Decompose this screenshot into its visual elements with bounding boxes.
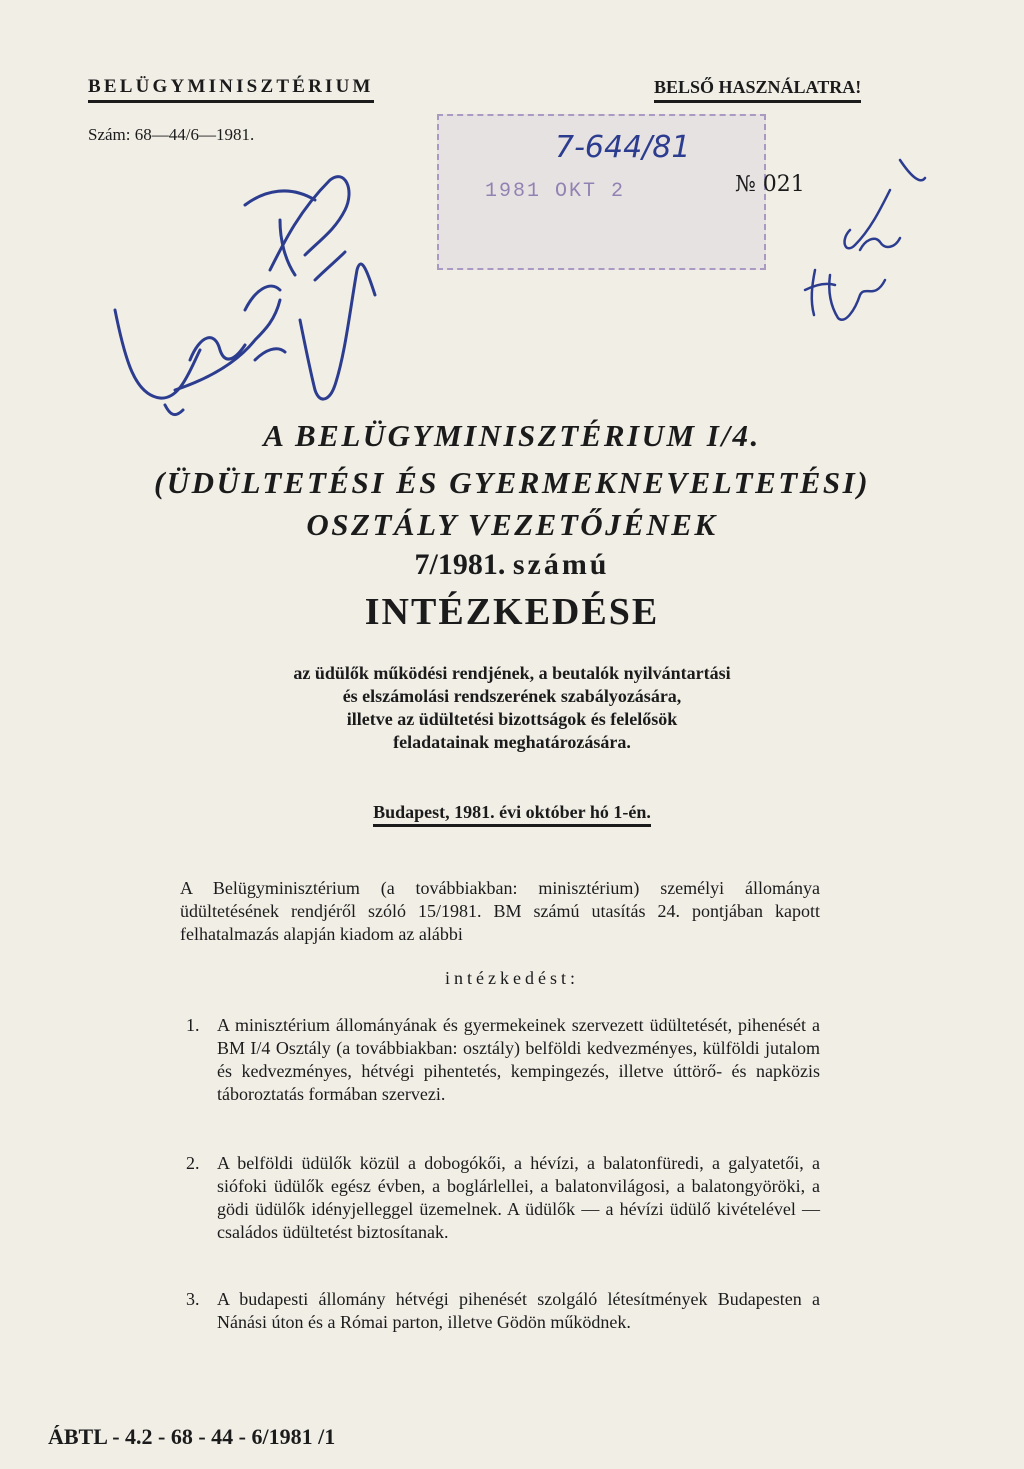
subject-block [0,662,1024,754]
measure-number: 7/1981. [414,548,506,581]
list-item [186,1288,820,1334]
ministry-header: BELÜGYMINISZTÉRIUM [88,76,374,103]
list-item [186,1152,820,1244]
title-line-5: INTÉZKEDÉSE [364,591,660,633]
classification-header: BELSŐ HASZNÁLATRA! [654,77,861,103]
subject-line-4: feladatainak meghatározására. [393,732,631,752]
place-date-text: Budapest, 1981. évi október hó 1-én. [373,802,651,827]
archive-reference: ÁBTL - 4.2 - 68 - 44 - 6/1981 /1 [48,1424,336,1449]
title-line-3: OSZTÁLY VEZETŐJÉNEK [306,507,718,542]
list-item-text: A minisztérium állományának és gyermekeinek szervezett üdültetését, pihenését a BM I/4 Osztály (a továbbiakban: osztály) belföldi kedvezményes, külföldi jutalom és kedvezményes, hétvégi pihentetés, kempingezés, illetve úttörő- és napközis táboroztatás formában szervezi. [217,1015,820,1104]
measure-word: számú [512,548,610,581]
subject-line-1: az üdülők működési rendjének, a beutalók nyilvántartási [293,663,731,683]
title-line-2: (ÜDÜLTETÉSI ÉS GYERMEKNEVELTETÉSI) [153,465,871,500]
intro-paragraph: A Belügyminisztérium (a továbbiakban: minisztérium) személyi állománya üdültetésének rendjéről szóló 15/1981. BM számú utasítás 24. pontjában kapott felhatalmazás alapján kiadom az alábbi [180,878,820,944]
list-item-number: 1. [186,1015,200,1035]
place-and-date [0,802,1024,823]
list-item-number: 2. [186,1153,200,1173]
title-line-1: A BELÜGYMINISZTÉRIUM I/4. [263,418,761,453]
stamp-date: 1981 OKT 2 [485,180,626,203]
document-serial-number: № 021 [735,172,805,197]
subject-line-2: és elszámolási rendszerének szabályozására, [342,686,682,706]
handwritten-registration-number: 7-644/81 [555,130,691,165]
handwritten-signature-right [800,150,930,330]
handwritten-signature-left [105,160,395,420]
list-item-text: A budapesti állomány hétvégi pihenését szolgáló létesítmények Budapesten a Nánási úton és a Római parton, illetve Gödön működnek. [217,1289,820,1332]
title-line-4 [0,548,1024,582]
list-item [186,1014,820,1106]
list-item-number: 3. [186,1289,200,1309]
measure-heading: intézkedést: [445,968,579,988]
subject-line-3: illetve az üdültetési bizottságok és felelősök [346,709,678,729]
list-item-text: A belföldi üdülők közül a dobogókői, a hévízi, a balatonfüredi, a galyatetői, a siófoki üdülők egész évben, a boglárlellei, a balatonvilágosi, a balatongyöröki, a gödi üdülők idényjelleggel üzemelnek. A üdülők — a hévízi üdülő kivételével — családos üdültetést biztosítanak. [217,1153,820,1242]
document-reference-number: Szám: 68—44/6—1981. [88,125,255,144]
